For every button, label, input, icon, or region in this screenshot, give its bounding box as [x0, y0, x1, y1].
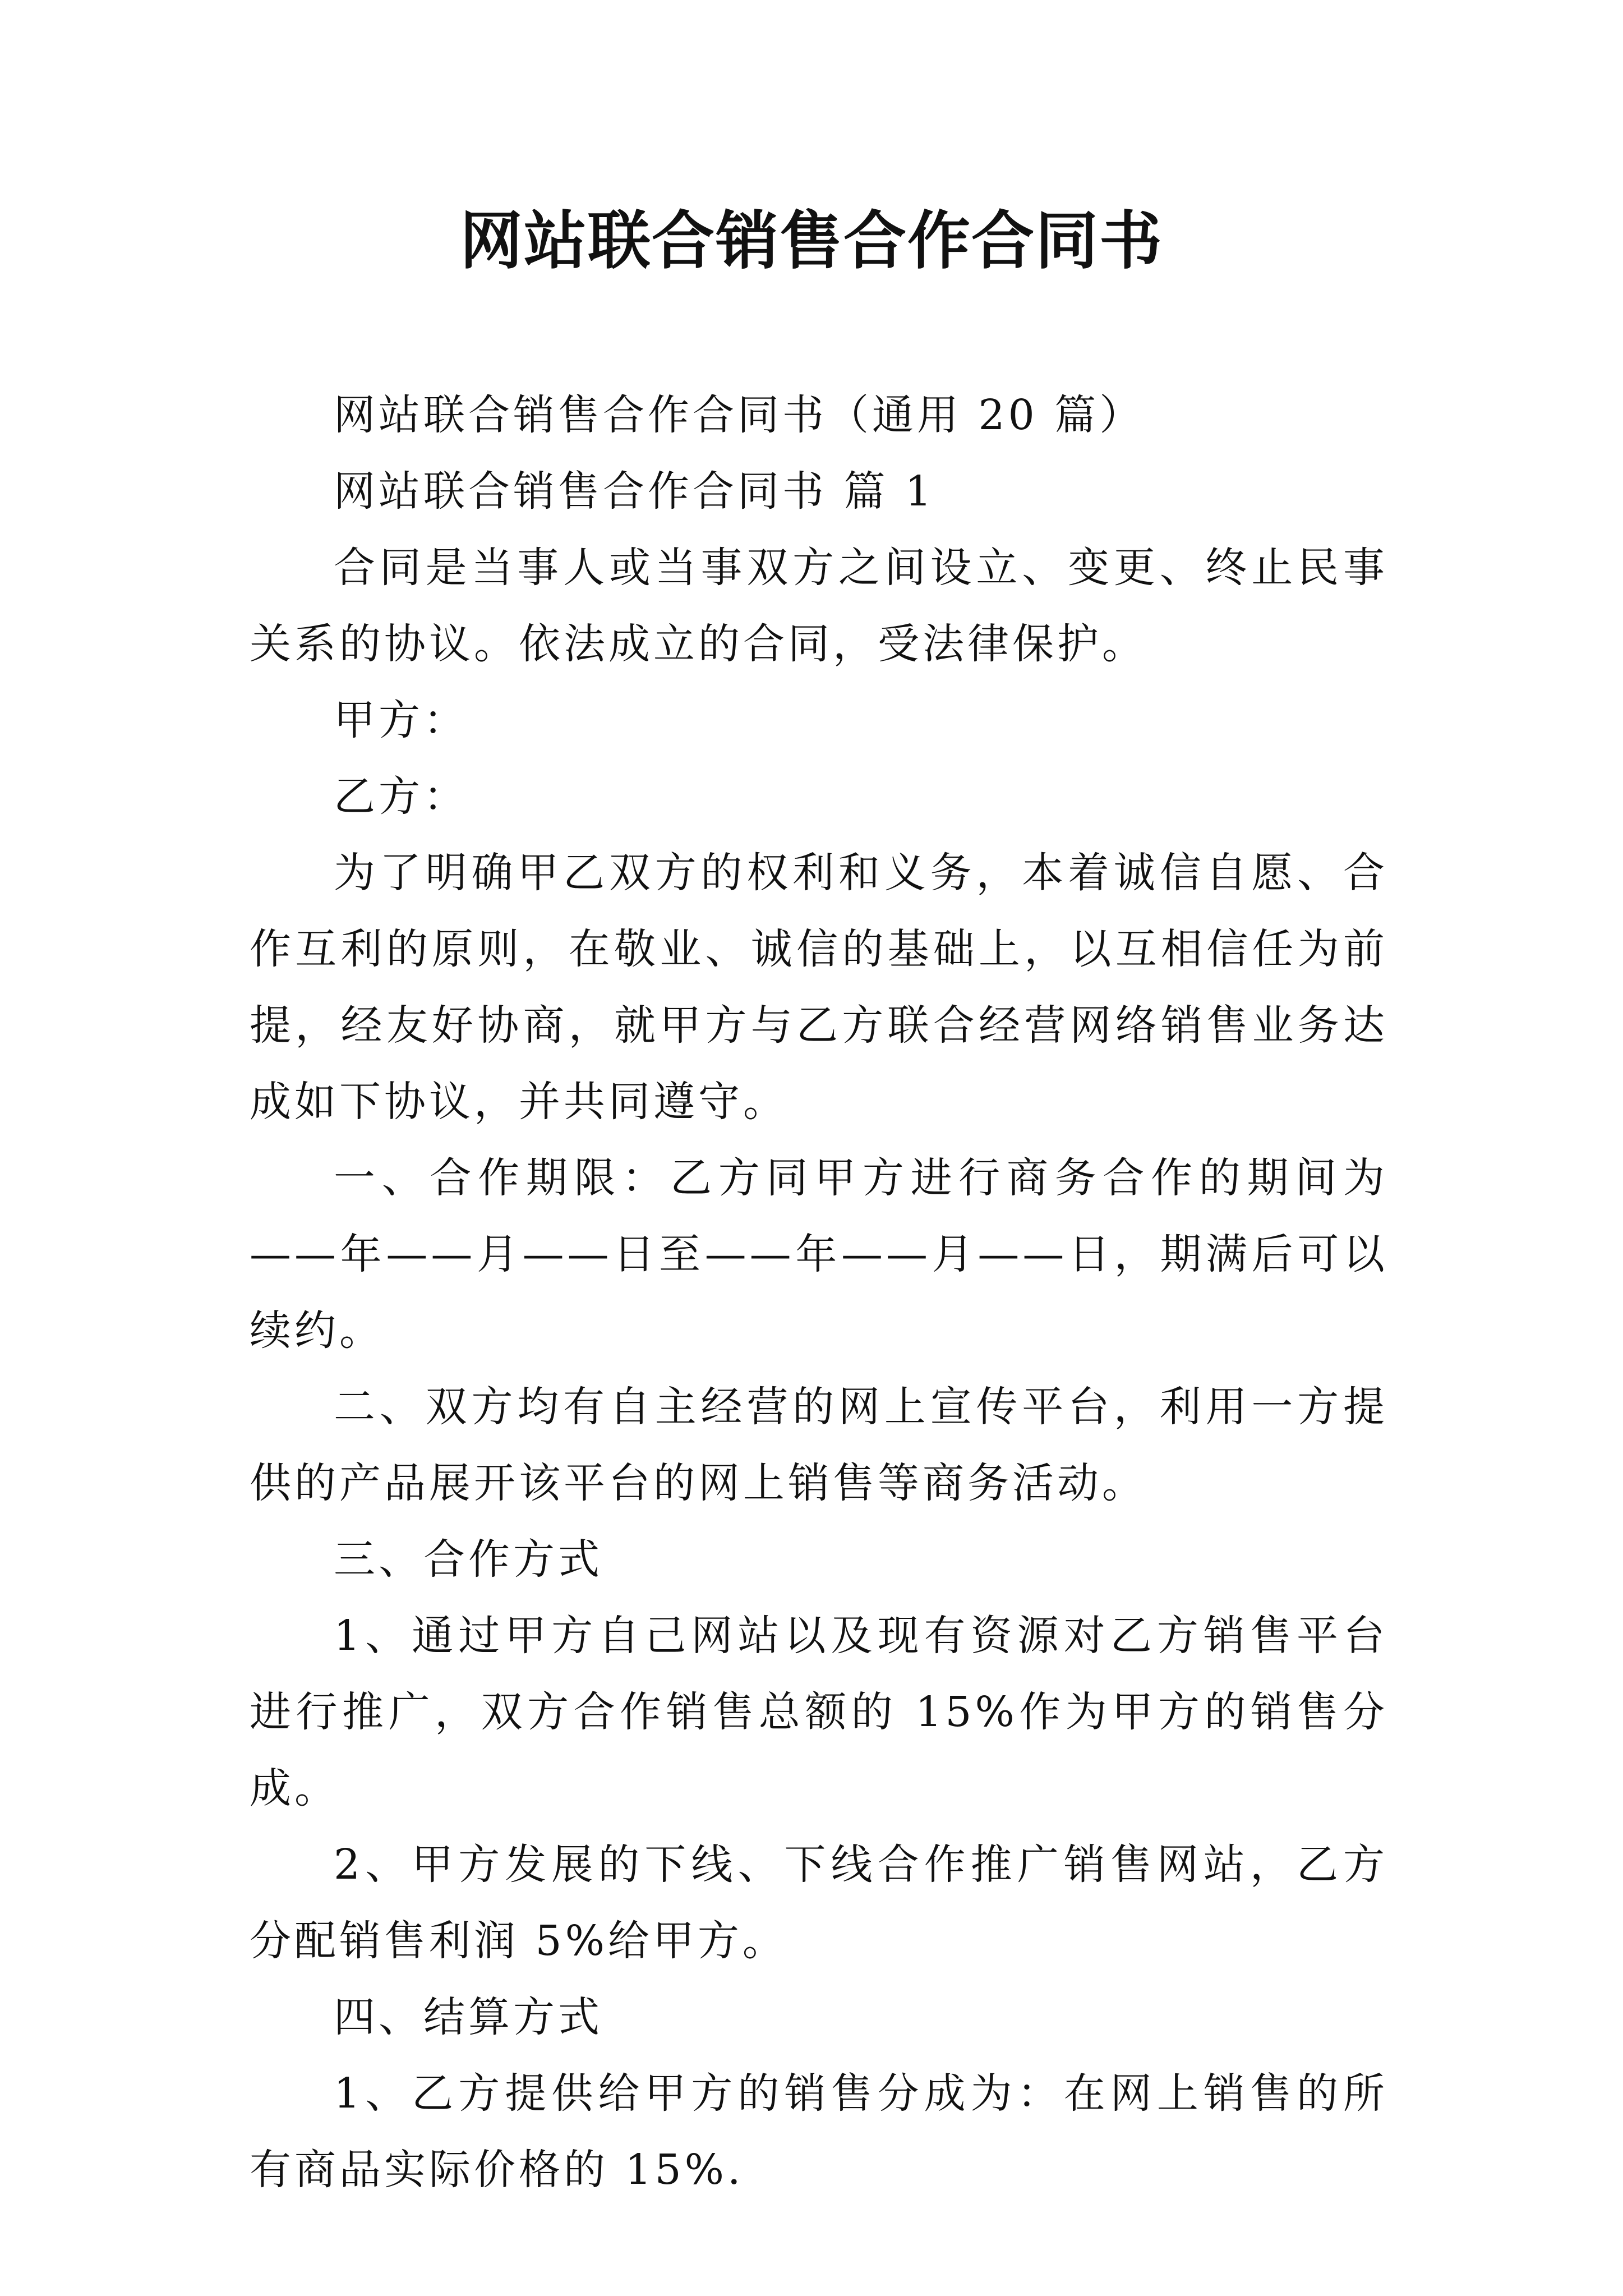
clause-item: 2、甲方发展的下线、下线合作推广销售网站，乙方分配销售利润 5%给甲方。 — [250, 1841, 1388, 1965]
clause-heading: 三、合作方式 — [334, 1535, 603, 1584]
section-heading: 网站联合销售合作合同书 篇 1 — [334, 467, 935, 516]
paragraph: 为了明确甲乙双方的权利和义务，本着诚信自愿、合作互利的原则，在敬业、诚信的基础上，以互相信任为前提，经友好协商，就甲方与乙方联合经营网络销售业务达成如下协议，并共同遵守。 — [250, 849, 1388, 1126]
clause-item: 1、乙方提供给甲方的销售分成为：在网上销售的所有商品实际价格的 15%. — [250, 2069, 1388, 2194]
subtitle-line: 网站联合销售合作合同书（通用 20 篇） — [334, 391, 1145, 439]
party-b-line: 乙方： — [334, 772, 468, 821]
clause: 一、合作期限：乙方同甲方进行商务合作的期间为——年——月——日至——年——月——日，期满后可以续约。 — [250, 1154, 1388, 1355]
document-title: 网站联合销售合作合同书 — [460, 204, 1163, 278]
clause-heading: 四、结算方式 — [334, 1993, 603, 2041]
clause-item: 1、通过甲方自己网站以及现有资源对乙方销售平台进行推广，双方合作销售总额的 15%作为甲方的销售分成。 — [250, 1612, 1388, 1812]
clause: 二、双方均有自主经营的网上宣传平台，利用一方提供的产品展开该平台的网上销售等商务活动。 — [250, 1383, 1388, 1507]
paragraph: 合同是当事人或当事双方之间设立、变更、终止民事关系的协议。依法成立的合同，受法律保护。 — [250, 544, 1388, 668]
party-a-line: 甲方： — [334, 696, 468, 744]
document-body — [250, 377, 1388, 2208]
